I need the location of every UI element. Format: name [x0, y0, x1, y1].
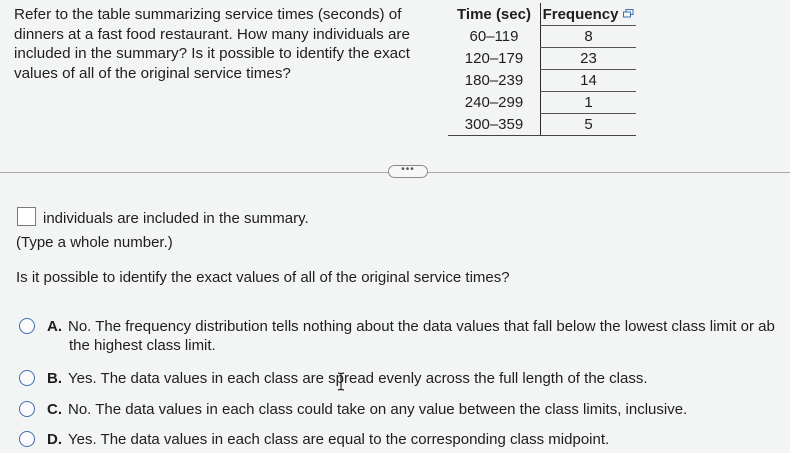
expand-button[interactable]: •••: [388, 165, 428, 178]
table-row: [448, 48, 636, 70]
option-letter: C.: [47, 401, 62, 418]
answer-hint: (Type a whole number.): [16, 234, 173, 251]
frequency-cell: 5: [541, 114, 637, 136]
copy-icon[interactable]: [623, 9, 634, 18]
time-cell: 180–239: [464, 72, 524, 89]
table-row: [448, 114, 636, 136]
frequency-table: [448, 3, 636, 136]
time-cell: 240–299: [464, 94, 524, 111]
frequency-header-label: Frequency: [542, 5, 619, 23]
frequency-cell: 1: [541, 92, 637, 114]
radio-button[interactable]: [19, 401, 35, 417]
text-cursor-icon: [336, 372, 346, 391]
time-header: Time (sec): [457, 5, 531, 23]
radio-button[interactable]: [19, 431, 35, 447]
table-row: [448, 70, 636, 92]
table-row: [448, 92, 636, 114]
question-text: Refer to the table summarizing service times (seconds) of dinners at a fast food restaurant. How many individuals are included in the summary? Is it possible to identify the exact values of all of the original service times?: [14, 6, 410, 82]
table-header-row: [448, 3, 636, 26]
option-letter: B.: [47, 370, 62, 387]
option-c[interactable]: [47, 400, 687, 419]
radio-button[interactable]: [19, 370, 35, 386]
option-a[interactable]: [47, 317, 775, 355]
option-letter: A.: [47, 318, 62, 335]
time-cell: 120–179: [464, 50, 524, 67]
option-text: Yes. The data values in each class are spread evenly across the full length of the class.: [68, 370, 648, 387]
option-text: No. The frequency distribution tells nothing about the data values that fall below the lowest class limit or ab: [68, 318, 775, 335]
frequency-cell: 14: [541, 70, 637, 92]
part2-question: Is it possible to identify the exact values of all of the original service times?: [16, 269, 510, 286]
answer-suffix: individuals are included in the summary.: [43, 210, 309, 227]
time-cell: 300–359: [464, 115, 524, 133]
time-cell: 60–119: [469, 28, 519, 45]
frequency-cell: 8: [541, 26, 637, 48]
radio-button[interactable]: [19, 318, 35, 334]
option-b[interactable]: [47, 369, 648, 388]
table-row: [448, 26, 636, 48]
option-text: No. The data values in each class could take on any value between the class limits, inclusive.: [68, 401, 688, 418]
option-text: Yes. The data values in each class are equal to the corresponding class midpoint.: [68, 431, 610, 448]
option-d[interactable]: [47, 430, 609, 449]
option-letter: D.: [47, 431, 62, 448]
frequency-header: [541, 3, 637, 26]
option-text-continued: the highest class limit.: [69, 337, 216, 354]
answer-input[interactable]: [17, 207, 36, 226]
frequency-cell: 23: [541, 48, 637, 70]
